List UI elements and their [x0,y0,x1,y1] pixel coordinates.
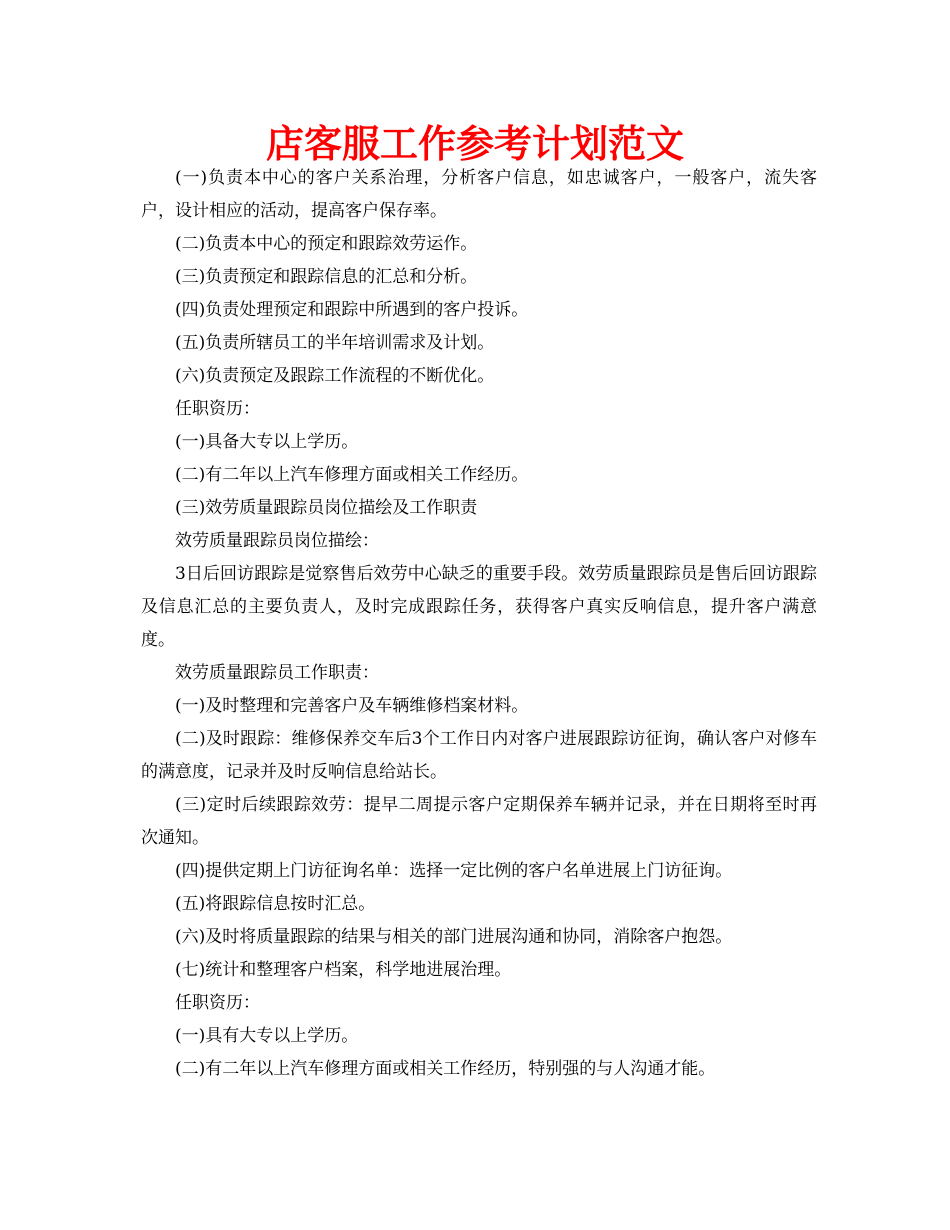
paragraph: (五)负责所辖员工的半年培训需求及计划。 [175,333,495,353]
paragraph: (二)有二年以上汽车修理方面或相关工作经历，特别强的与人沟通才能。 [175,1059,716,1079]
paragraph: (一)具有大专以上学历。 [175,1026,359,1046]
paragraph: (二)及时跟踪：维修保养交车后3个工作日内对客户进展跟踪访征询，确认客户对修车的满意度，记录并及时反响信息给站长。 [141,729,817,782]
paragraph: (一)及时整理和完善客户及车辆维修档案材料。 [175,696,529,716]
paragraph: (二)负责本中心的预定和跟踪效劳运作。 [175,234,478,254]
paragraph: (六)负责预定及跟踪工作流程的不断优化。 [175,366,495,386]
paragraph: (四)提供定期上门访征询名单：选择一定比例的客户名单进展上门访征询。 [175,861,733,881]
document-body [141,162,817,1086]
paragraph: (五)将跟踪信息按时汇总。 [175,894,376,914]
section-heading: 效劳质量跟踪员工作职责： [175,663,379,683]
paragraph: 3日后回访跟踪是觉察售后效劳中心缺乏的重要手段。效劳质量跟踪员是售后回访跟踪及信息汇总的主要负责人，及时完成跟踪任务，获得客户真实反响信息，提升客户满意度。 [141,564,817,650]
paragraph: (一)负责本中心的客户关系治理，分析客户信息，如忠诚客户，一般客户，流失客户，设计相应的活动，提高客户保存率。 [141,168,817,221]
section-heading: 效劳质量跟踪员岗位描绘： [175,531,379,551]
section-heading: 任职资历： [175,993,260,1013]
paragraph: (三)负责预定和跟踪信息的汇总和分析。 [175,267,478,287]
paragraph: (三)效劳质量跟踪员岗位描绘及工作职责 [175,498,478,518]
paragraph: (七)统计和整理客户档案，科学地进展治理。 [175,960,512,980]
paragraph: (四)负责处理预定和跟踪中所遇到的客户投诉。 [175,300,529,320]
paragraph: (二)有二年以上汽车修理方面或相关工作经历。 [175,465,529,485]
paragraph: (一)具备大专以上学历。 [175,432,359,452]
paragraph: (六)及时将质量跟踪的结果与相关的部门进展沟通和协同，消除客户抱怨。 [175,927,733,947]
paragraph: (三)定时后续跟踪效劳：提早二周提示客户定期保养车辆并记录，并在日期将至时再次通知。 [141,795,817,848]
section-heading: 任职资历： [175,399,260,419]
page-title: 店客服工作参考计划范文 [265,122,684,166]
